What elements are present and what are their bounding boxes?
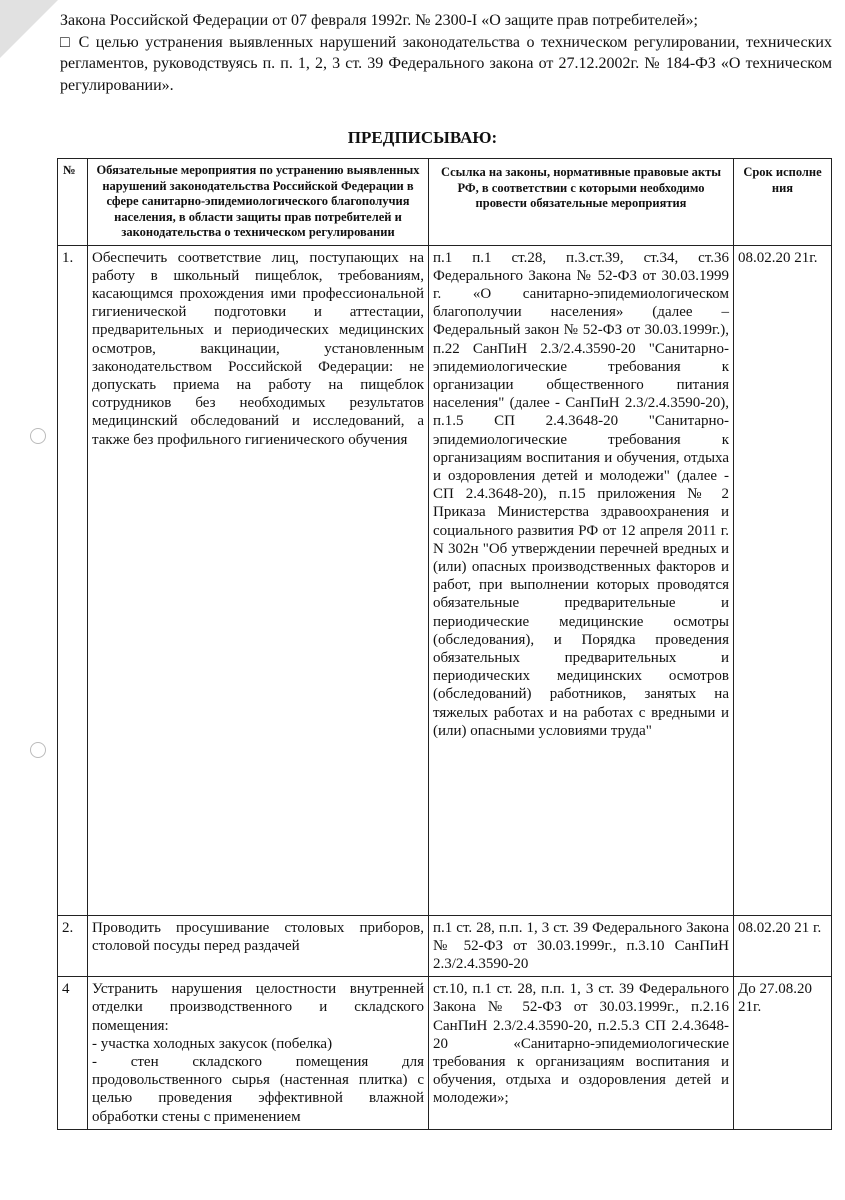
prescription-table — [57, 158, 832, 1130]
table-row — [58, 915, 832, 977]
intro-line: Закона Российской Федерации от 07 февраля 1992г. № 2300-I «О защите прав потребителей»; — [60, 12, 698, 29]
row-number: 2. — [58, 915, 88, 977]
page-corner-fold — [0, 0, 58, 58]
row-deadline: До 27.08.20 21г. — [734, 977, 832, 1130]
row-measure: Проводить просушивание столовых приборов, столовой посуды перед раздачей — [88, 915, 429, 977]
document-heading: ПРЕДПИСЫВАЮ: — [347, 128, 498, 147]
row-reference: п.1 п.1 ст.28, п.3.ст.39, ст.34, ст.36 Федерального Закона № 52-ФЗ от 30.03.1999 г. «О санитарно-эпидемиологическом благополучии населения» (далее – Федеральный закон № 52-ФЗ от 30.03.1999г.), п.22 СанПиН 2.3/2.4.3590-20 "Санитарно-эпидемиологические требования к организации общественного питания населения" (далее - СанПиН 2.3/2.4.3590-20), п.1.5 СП 2.4.3648-20 "Санитарно-эпидемиологические требования к организациям воспитания и обучения, отдыха и оздоровления детей и молодежи" (далее - СП 2.4.3648-20), п.15 приложения № 2 Приказа Министерства здравоохранения и социального развития РФ от 12 апреля 2011 г. N 302н "Об утверждении перечней вредных и (или) опасных производственных факторов и работ, при выполнении которых проводятся обязательные предварительные и периодические медицинские осмотры (обследования), и Порядка проведения обязательных предварительных и периодических медицинских осмотров (обследований) работников, занятых на тяжелых работах и на работах с вредными и (или) опасными условиями труда" — [429, 245, 734, 915]
header-references: Ссылка на законы, нормативные правовые акты РФ, в соответствии с которыми необходимо провести обязательные мероприятия — [429, 159, 734, 246]
punch-hole — [30, 742, 46, 758]
punch-hole — [30, 428, 46, 444]
header-measures: Обязательные мероприятия по устранению выявленных нарушений законодательства Российской Федерации в сфере санитарно-эпидемиологического благополучия населения, в области защиты прав потребителей и законодательства о техническом регулировании — [88, 159, 429, 246]
row-number: 1. — [58, 245, 88, 915]
row-deadline: 08.02.20 21г. — [734, 245, 832, 915]
table-row — [58, 977, 832, 1130]
row-measure: Обеспечить соответствие лиц, поступающих на работу в школьный пищеблок, требованиям, касающимся прохождения ими профессиональной гигиенической подготовки и аттестации, предварительных и периодических медицинских осмотров, вакцинации, установленным законодательством Российской Федерации: не допускать приема на работу на пищеблок сотрудников без необходимых результатов медицинский обследований и исследований, а также без профильного гигиенического обучения — [88, 245, 429, 915]
row-reference: п.1 ст. 28, п.п. 1, 3 ст. 39 Федерального Закона № 52-ФЗ от 30.03.1999г., п.3.10 СанПиН 2.3/2.4.3590-20 — [429, 915, 734, 977]
row-measure: Устранить нарушения целостности внутренней отделки производственного и складского помещения: - участка холодных закусок (побелка) - стен складского помещения для продовольственного сырья (настенная плитка) с целью проведения эффективной влажной обработки стены с применением — [88, 977, 429, 1130]
header-number: № — [58, 159, 88, 246]
table-header-row — [58, 159, 832, 246]
header-deadline: Срок исполне ния — [734, 159, 832, 246]
row-deadline: 08.02.20 21 г. — [734, 915, 832, 977]
intro-text — [60, 10, 832, 96]
intro-paragraph: □ С целью устранения выявленных нарушений законодательства о техническом регулировании, технических регламентов, руководствуясь п. п. 1, 2, 3 ст. 39 Федерального закона от 27.12.2002г. № 184-ФЗ «О техническом регулировании». — [60, 33, 832, 94]
row-number: 4 — [58, 977, 88, 1130]
row-reference: ст.10, п.1 ст. 28, п.п. 1, 3 ст. 39 Федерального Закона № 52-ФЗ от 30.03.1999г., п.2.16 СанПиН 2.3/2.4.3590-20, п.2.5.3 СП 2.4.3648-20 «Санитарно-эпидемиологические требования к организациям воспитания и обучения, отдыха и оздоровления детей и молодежи»; — [429, 977, 734, 1130]
table-row — [58, 245, 832, 915]
